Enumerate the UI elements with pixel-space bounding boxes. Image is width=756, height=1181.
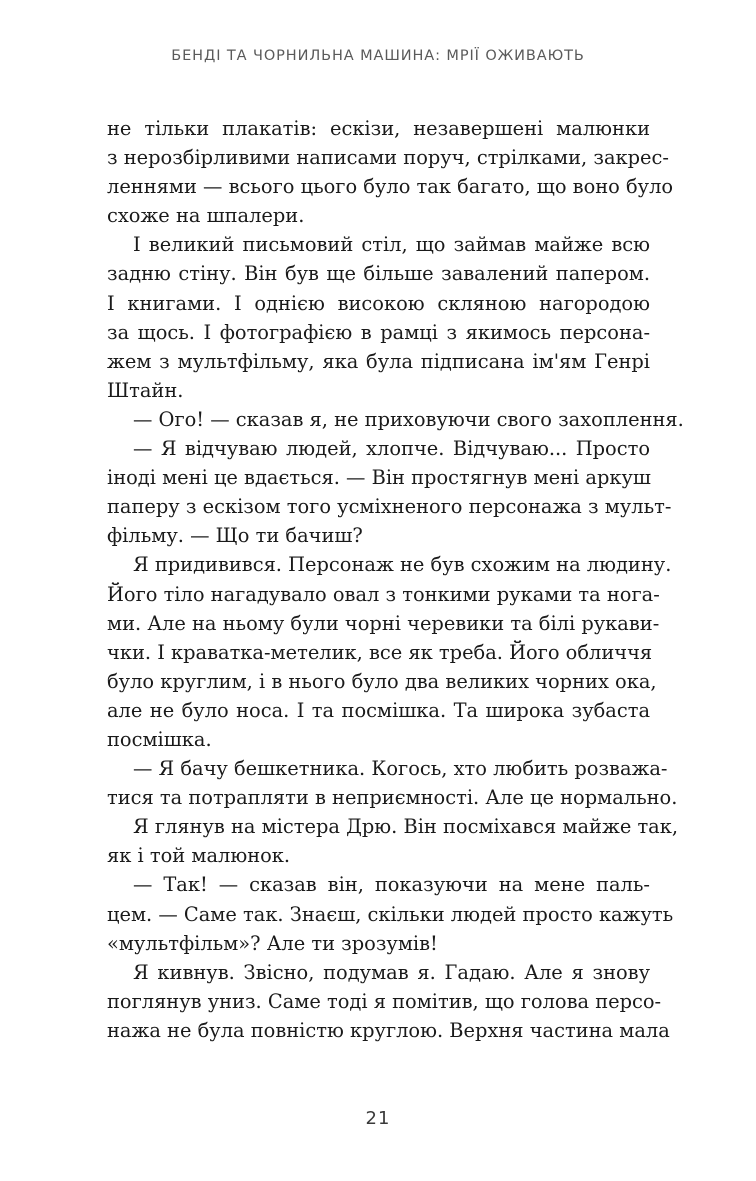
text-line: «мультфільм»? Але ти зрозумів! — [107, 931, 438, 955]
text-line: Я глянув на містера Дрю. Він посміхався майже так, — [133, 815, 679, 839]
paragraph — [107, 405, 684, 434]
body-text — [107, 114, 684, 1045]
text-line: Його тіло нагадувало овал з тонкими руками та нога- — [107, 582, 660, 606]
text-line: було круглим, і в нього було два великих чорних ока, — [107, 669, 657, 693]
paragraph — [107, 812, 679, 870]
text-line: але не було носа. І та посмішка. Та широка зубаста — [107, 698, 650, 722]
text-line: жем з мультфільму, яка була підписана ім'ям Генрі — [107, 349, 650, 373]
text-line: поглянув униз. Саме тоді я помітив, що голова персо- — [107, 989, 662, 1013]
paragraph — [107, 550, 672, 754]
text-line: — Ого! — сказав я, не приховуючи свого захоплення. — [133, 407, 684, 431]
paragraph — [107, 870, 674, 957]
text-line: цем. — Саме так. Знаєш, скільки людей просто кажуть — [107, 902, 674, 926]
text-line: І великий письмовий стіл, що займав майже всю — [133, 233, 650, 257]
text-line: посмішка. — [107, 727, 212, 751]
paragraph — [107, 754, 678, 812]
text-line: іноді мені це вдається. — Він простягнув мені аркуш — [107, 466, 651, 490]
text-line: ми. Але на ньому були чорні черевики та білі рукави- — [107, 611, 660, 635]
text-line: тися та потрапляти в неприємності. Але це нормально. — [107, 786, 678, 810]
text-line: за щось. І фотографією в рамці з якимось персона- — [107, 320, 650, 344]
paragraph — [107, 958, 670, 1045]
text-line: Штайн. — [107, 378, 184, 402]
text-line: І книгами. І однією високою скляною нагородою — [107, 291, 650, 315]
running-header: БЕНДІ ТА ЧОРНИЛЬНА МАШИНА: МРІЇ ОЖИВАЮТЬ — [171, 48, 585, 64]
text-line: задню стіну. Він був ще більше завалений папером. — [107, 262, 650, 286]
text-line: чки. І краватка-метелик, все як треба. Його обличчя — [107, 640, 653, 664]
text-line: не тільки плакатів: ескізи, незавершені малюнки — [107, 117, 650, 140]
text-line: з нерозбірливими написами поруч, стрілками, закрес- — [107, 146, 669, 170]
text-line: схоже на шпалери. — [107, 204, 305, 228]
paragraph — [107, 114, 674, 230]
text-line: паперу з ескізом того усміхненого персонажа з мульт- — [107, 495, 672, 519]
paragraph — [107, 230, 650, 405]
text-line: нажа не була повністю круглою. Верхня частина мала — [107, 1018, 670, 1042]
text-line: як і той малюнок. — [107, 844, 291, 868]
text-line: — Так! — сказав він, показуючи на мене паль- — [133, 873, 650, 897]
text-line: — Я відчуваю людей, хлопче. Відчуваю... Просто — [133, 437, 650, 461]
text-line: леннями — всього цього було так багато, що воно було — [107, 175, 674, 199]
text-line: Я придивився. Персонаж не був схожим на людину. — [133, 553, 672, 577]
page-number: 21 — [365, 1108, 391, 1129]
text-line: — Я бачу бешкетника. Когось, хто любить розважа- — [133, 757, 668, 781]
text-line: Я кивнув. Звісно, подумав я. Гадаю. Але я знову — [133, 960, 650, 984]
paragraph — [107, 434, 672, 550]
text-line: фільму. — Що ти бачиш? — [107, 524, 363, 548]
